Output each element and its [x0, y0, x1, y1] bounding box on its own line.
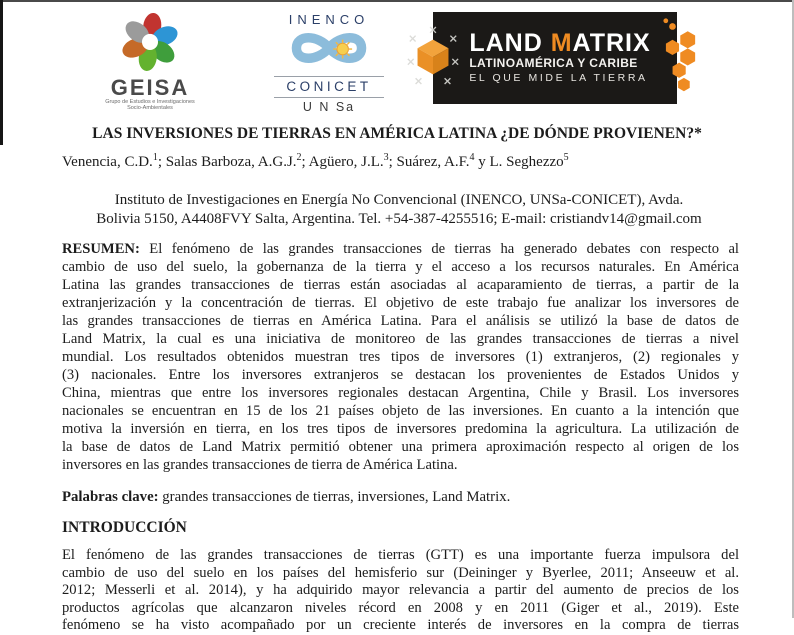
land-matrix-logo	[433, 12, 677, 104]
inenco-divider	[274, 97, 384, 98]
sun-icon	[333, 40, 352, 59]
hexagon-map-icon	[658, 16, 706, 101]
land-matrix-region: LATINOAMÉRICA Y CARIBE	[469, 56, 638, 70]
paper-title: LAS INVERSIONES DE TIERRAS EN AMÉRICA LATINA ¿DE DÓNDE PROVIENEN?*	[92, 125, 702, 142]
inenco-infinity-ribbon-icon	[281, 56, 377, 73]
affiliation: Instituto de Investigaciones en Energía No Convencional (INENCO, UNSa-CONICET), Avda. Bolivia 5150, A4408FVY Salta, Argentina. Tel. +54-387-4255516; E-mail: cristiandv14@gmail.com	[96, 192, 702, 227]
introduction-paragraph: El fenómeno de las grandes transacciones de tierras (GTT) es una importante fuerza impulsora del cambio de uso del suelo en los países del hemisferio sur (Deininger y Byerlee, 2011; Anseeuw et al. 2012; Messerli et al. 2014), y ha adquirido mayor relevancia a partir del aumento de precios de los productos agrícolas que alcanzaron niveles récord en 2008 y en 2011 (Giger et al., 2019). Este fenómeno se ha visto acompañado por un creciente interés de inversores en la compra de tierras	[62, 547, 739, 634]
brand-accent-letter: M	[550, 29, 573, 57]
geisa-subtitle-1: Grupo de Estudios e Investigaciones	[105, 99, 195, 105]
unsa-name: U N Sa	[302, 100, 356, 114]
measured-cube-icon	[404, 23, 462, 94]
authors-line: Venencia, C.D.$^1$; Salas Barboza, A.G.J.$^2$; Agüero, J.L.$^3$; Suárez, A.F.$^4$ y L. Seghezzo$^5$	[62, 152, 569, 170]
inenco-logo	[268, 12, 390, 115]
geisa-acronym: GEISA	[110, 75, 190, 100]
introduction-heading: INTRODUCCIÓN	[62, 519, 187, 536]
keywords-line: Palabras clave: grandes transacciones de tierras, inversiones, Land Matrix.	[62, 489, 511, 505]
land-matrix-tagline: EL QUE MIDE LA TIERRA	[469, 72, 648, 84]
window-border-top	[0, 0, 794, 2]
land-matrix-brand: LAND MATRIX	[469, 29, 651, 57]
inenco-name: INENCO	[288, 12, 370, 27]
geisa-subtitle-2: Socio-Ambientales	[127, 105, 173, 111]
geisa-logo	[88, 8, 212, 111]
inenco-divider	[274, 76, 384, 77]
window-border-left	[0, 0, 3, 145]
abstract-paragraph: RESUMEN: El fenómeno de las grandes transacciones de tierras ha generado debates con respecto al cambio de uso del suelo, la gobernanza de la tierra y el acceso a los recursos naturales. En América Latina las grandes transacciones de tierras están asociadas al acaparamiento de tierras, a partir de la extranjerización y la concentración de tierras. El objetivo de este trabajo fue analizar los inversores de las grandes transacciones de tierras en América Latina. Para el análisis se utilizó la base de datos de Land Matrix, la cual es una iniciativa de monitoreo de las grandes transacciones de tierras a nivel mundial. Los resultados obtenidos muestran tres tipos de inversores (1) extranjeros, (2) regionales y (3) nacionales. Entre los inversores extranjeros se destacan los provenientes de Estados Unidos y China, mientras que entre los inversores regionales destacan Argentina, Chile y Brasil. Los inversores nacionales se encuentran en 15 de los 21 países objeto de las inversiones. En cuanto a la intención que motiva la inversión en tierra, en los tres tipos de inversores predomina la agricultura. La utilización de la base de datos de Land Matrix permitió obtener una primera aproximación respecto al origen de los inversores en las grandes transacciones de tierra de América Latina.	[62, 241, 739, 473]
conicet-name: CONICET	[286, 79, 372, 94]
